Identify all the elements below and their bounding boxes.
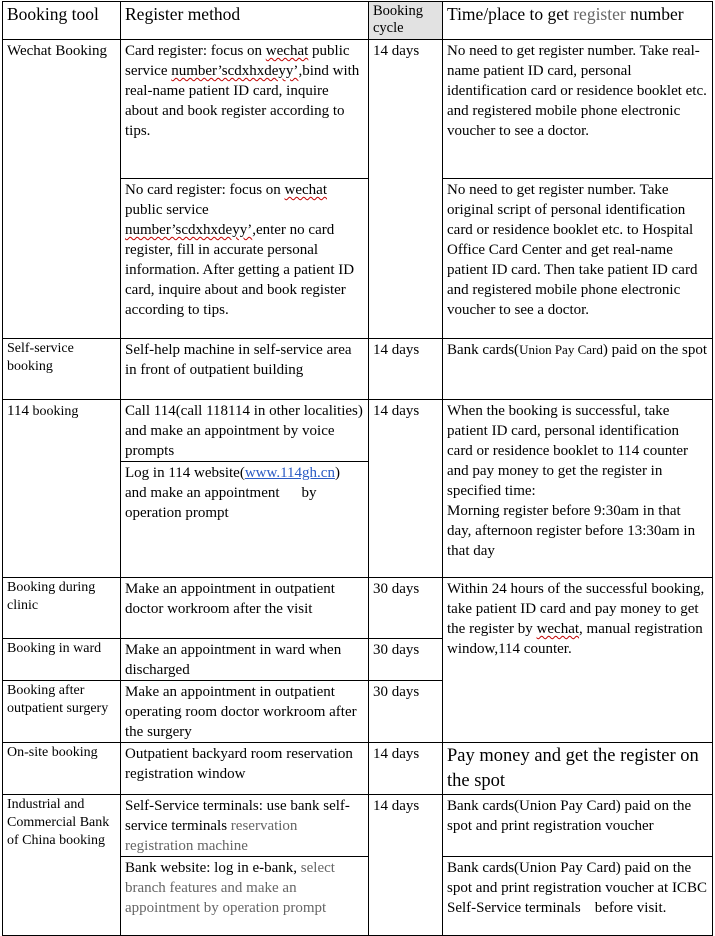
- header-booking-tool: Booking tool: [3, 2, 121, 40]
- onsite-row: [3, 743, 713, 795]
- wechat-nocard-text-a: No card register: focus on: [125, 182, 285, 198]
- b114-website-method: [121, 462, 369, 578]
- b114-tool-number: 114: [7, 403, 29, 419]
- surgery-cycle: 30 days: [369, 681, 443, 743]
- wechat-card-text-b: public service: [125, 43, 350, 79]
- icbc-time-2-text-b: before visit.: [594, 900, 667, 916]
- b114-row-1: [3, 400, 713, 462]
- onsite-time: Pay money and get the register on the spot: [443, 743, 713, 795]
- surgery-tool: Booking after outpatient surgery: [3, 681, 121, 743]
- selfservice-time-a: Bank cards(: [447, 342, 520, 358]
- shared-time-text-b: , manual registration window,114 counter.: [447, 621, 703, 657]
- icbc-time-2-text-a: Bank cards(Union Pay Card) paid on the spot and print registration voucher at ICBC Self-Service terminals: [447, 860, 707, 916]
- onsite-cycle: 14 days: [369, 743, 443, 795]
- clinic-cycle: 30 days: [369, 578, 443, 639]
- b114-time: [443, 400, 713, 578]
- clinic-tool: Booking during clinic: [3, 578, 121, 639]
- wechat-card-word-wechat: wechat: [265, 43, 309, 59]
- wechat-card-text-c: ,bind with real-name patient ID card, inquire about and book register according to tips.: [125, 63, 360, 139]
- wechat-nocard-word-number: number’scdxhxdeyy’: [125, 222, 253, 238]
- header-register-method: Register method: [121, 2, 369, 40]
- clinic-row: [3, 578, 713, 639]
- booking-table: [2, 1, 713, 936]
- b114-website-link[interactable]: www.114gh.cn: [244, 465, 335, 481]
- header-row: [3, 2, 713, 40]
- selfservice-time: [443, 339, 713, 400]
- b114-time-text: When the booking is successful, take patient ID card, personal identification card or residence booklet to 114 counter and pay money to get the register in specified time:: [447, 403, 689, 499]
- shared-time: [443, 578, 713, 743]
- b114-cycle: 14 days: [369, 400, 443, 578]
- icbc-row-1: [3, 795, 713, 857]
- icbc-time-2: [443, 857, 713, 936]
- onsite-method: Outpatient backyard room reservation registration window: [121, 743, 369, 795]
- selfservice-method: Self-help machine in self-service area in front of outpatient building: [121, 339, 369, 400]
- header-time-place: [443, 2, 713, 40]
- icbc-website-method: [121, 857, 369, 936]
- selfservice-row: [3, 339, 713, 400]
- wechat-tool: Wechat Booking: [3, 40, 121, 339]
- header-time-text-c: number: [625, 4, 684, 24]
- ward-method: Make an appointment in ward when discharged: [121, 639, 369, 681]
- selfservice-tool: Self-service booking: [3, 339, 121, 400]
- wechat-nocard-word-wechat: wechat: [284, 182, 328, 198]
- b114-time-morning: Morning register before 9:30am in that day, afternoon register before 13:30am in that day: [447, 503, 696, 559]
- b114-website-text-b: ) and make an appointment: [125, 465, 340, 501]
- surgery-method: Make an appointment in outpatient operating room doctor workroom after the surgery: [121, 681, 369, 743]
- header-booking-cycle: Booking cycle: [369, 2, 443, 40]
- wechat-row-1: [3, 40, 713, 179]
- onsite-tool: On-site booking: [3, 743, 121, 795]
- wechat-card-register: [121, 40, 369, 179]
- icbc-tool: Industrial and Commercial Bank of China booking: [3, 795, 121, 936]
- shared-time-word-wechat: wechat: [536, 621, 580, 637]
- wechat-card-word-number: number’scdxhxdeyy’: [171, 63, 299, 79]
- wechat-nocard-text-c: ,enter no card register, fill in accurate personal information. After getting a patient ID card, inquire about and book register according to tips.: [125, 222, 355, 318]
- header-time-text-a: Time/place to get: [447, 4, 574, 24]
- b114-call-method: Call 114(call 118114 in other localities) and make an appointment by voice prompts: [121, 400, 369, 462]
- wechat-time-2: No need to get register number. Take original script of personal identification card or residence booklet etc. to Hospital Office Card Center and get real-name patient ID card. Then take patient ID card and registered mobile phone electronic voucher to see a doctor.: [443, 179, 713, 339]
- icbc-website-text-grey: select branch features and make an appointment by operation prompt: [125, 860, 335, 916]
- clinic-method: Make an appointment in outpatient doctor workroom after the visit: [121, 578, 369, 639]
- icbc-cycle: 14 days: [369, 795, 443, 936]
- ward-tool: Booking in ward: [3, 639, 121, 681]
- icbc-website-text-a: Bank website: log in e-bank,: [125, 860, 301, 876]
- ward-cycle: 30 days: [369, 639, 443, 681]
- wechat-cycle: 14 days: [369, 40, 443, 339]
- selfservice-time-unionpay: Union Pay Card: [519, 342, 603, 357]
- b114-website-text-a: Log in 114 website(: [125, 465, 245, 481]
- wechat-nocard-text-b: public service: [125, 202, 209, 218]
- shared-time-text-a: Within 24 hours of the successful booking, take patient ID card and pay money to get the register by: [447, 581, 705, 637]
- icbc-terminal-text-a: Self-Service terminals: use bank self-service terminals: [125, 798, 350, 834]
- b114-website-text-c: by operation prompt: [125, 485, 317, 521]
- header-time-text-register: register: [573, 4, 626, 24]
- selfservice-time-c: ) paid on the spot: [602, 342, 707, 358]
- b114-tool: [3, 400, 121, 578]
- wechat-no-card-register: [121, 179, 369, 339]
- icbc-time-1: Bank cards(Union Pay Card) paid on the spot and print registration voucher: [443, 795, 713, 857]
- b114-tool-label: booking: [28, 404, 79, 419]
- wechat-card-text-a: Card register: focus on: [125, 43, 266, 59]
- selfservice-cycle: 14 days: [369, 339, 443, 400]
- icbc-terminal-method: [121, 795, 369, 857]
- wechat-time-1: No need to get register number. Take real-name patient ID card, personal identification card or residence booklet etc. and registered mobile phone electronic voucher to see a doctor.: [443, 40, 713, 179]
- icbc-terminal-text-grey: reservation registration machine: [125, 818, 298, 854]
